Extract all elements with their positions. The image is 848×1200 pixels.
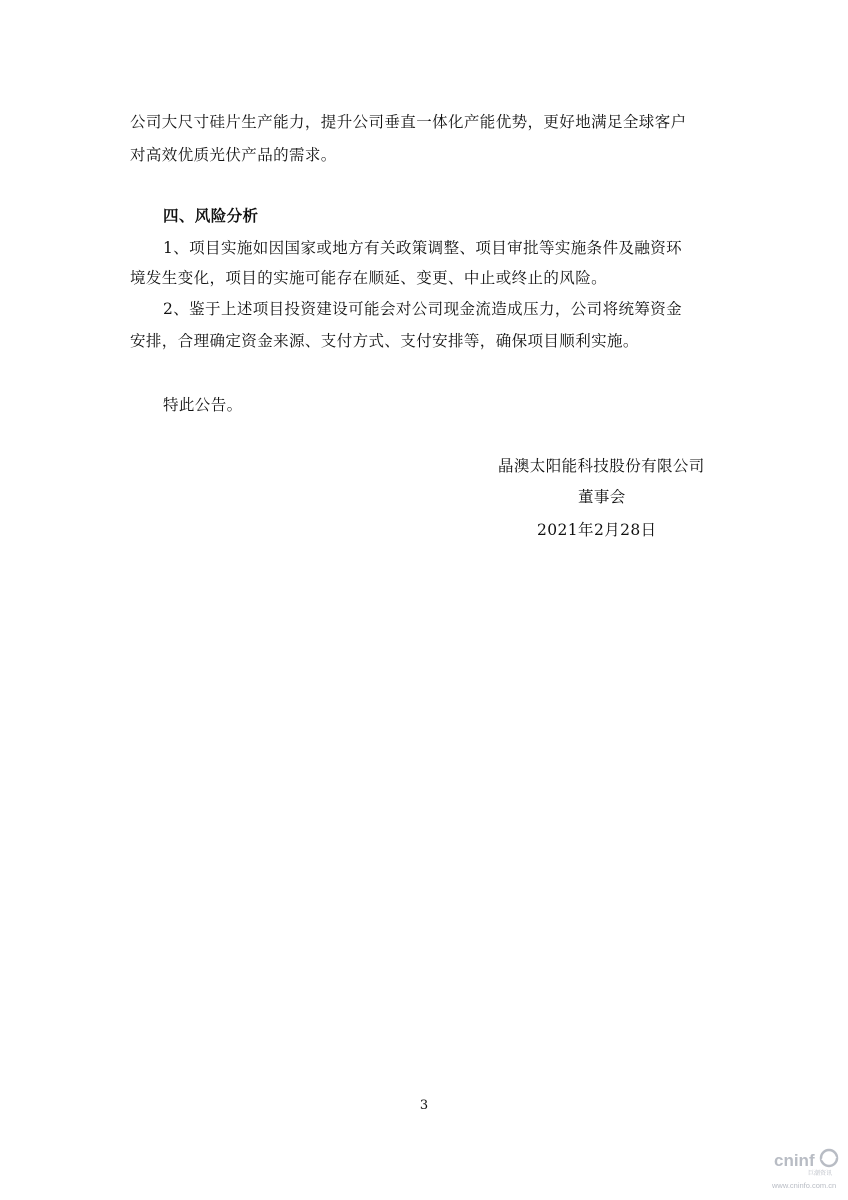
closing-statement: 特此公告。 xyxy=(163,396,243,414)
risk-item-2-line-1: 2、鉴于上述项目投资建设可能会对公司现金流造成压力，公司将统筹资金 xyxy=(163,300,683,318)
swirl-icon xyxy=(821,1150,837,1166)
cninfo-watermark-logo xyxy=(770,1144,840,1192)
watermark-brand: cninf xyxy=(774,1151,815,1170)
watermark-subtitle: 巨潮资讯 xyxy=(808,1170,833,1177)
risk-item-1-line-1: 1、项目实施如因国家或地方有关政策调整、项目审批等实施条件及融资环 xyxy=(163,239,683,257)
watermark-url: www.cninfo.com.cn xyxy=(772,1181,837,1190)
page-number: 3 xyxy=(419,1098,429,1113)
section-heading-risk-analysis: 四、风险分析 xyxy=(163,207,259,225)
signature-board: 董事会 xyxy=(578,488,626,506)
paragraph-line-1: 公司大尺寸硅片生产能力，提升公司垂直一体化产能优势，更好地满足全球客户 xyxy=(130,113,687,131)
risk-item-2-line-2: 安排，合理确定资金来源、支付方式、支付安排等，确保项目顺利实施。 xyxy=(130,332,639,350)
signature-company: 晶澳太阳能科技股份有限公司 xyxy=(498,457,705,475)
paragraph-line-2: 对高效优质光伏产品的需求。 xyxy=(130,146,337,164)
signature-date: 2021年2月28日 xyxy=(537,521,657,539)
risk-item-1-line-2: 境发生变化，项目的实施可能存在顺延、变更、中止或终止的风险。 xyxy=(130,269,608,287)
